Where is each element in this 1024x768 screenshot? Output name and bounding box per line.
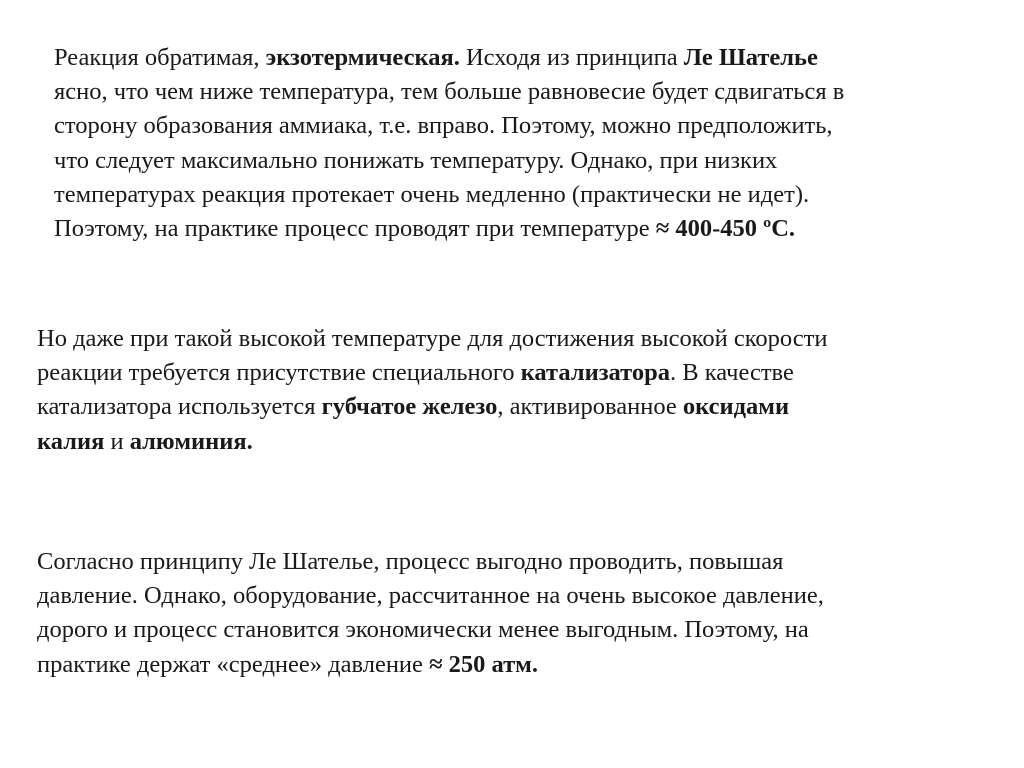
bold-term-potassium: калия bbox=[37, 427, 105, 455]
bold-term-catalyst: катализатора bbox=[520, 359, 671, 387]
paragraph-line: температурах реакция протекает очень медленно (практически не идет). bbox=[54, 180, 810, 208]
bold-term-le-chatelier: Ле Шателье bbox=[683, 44, 818, 71]
text-fragment: Реакция обратимая, bbox=[54, 44, 266, 71]
bold-term-oxides: оксидами bbox=[682, 393, 790, 421]
paragraph-line bbox=[37, 356, 997, 390]
text-fragment: . В качестве bbox=[670, 359, 794, 387]
text-fragment: катализатора используется bbox=[37, 393, 322, 421]
paragraph-catalyst bbox=[37, 322, 997, 459]
paragraph-line: Согласно принципу Ле Шателье, процесс выгодно проводить, повышая bbox=[37, 548, 784, 575]
text-fragment: и bbox=[104, 427, 130, 455]
paragraph-line bbox=[37, 390, 997, 424]
text-fragment: практике держат «среднее» давление bbox=[37, 650, 430, 678]
text-fragment: , активированное bbox=[497, 393, 683, 421]
paragraph-temperature bbox=[54, 41, 1014, 246]
paragraph-line bbox=[54, 41, 1014, 75]
paragraph-line: давление. Однако, оборудование, рассчитанное на очень высокое давление, bbox=[37, 582, 824, 610]
bold-term-exothermic: экзотермическая. bbox=[265, 44, 460, 71]
paragraph-line: ясно, что чем ниже температура, тем больше равновесие будет сдвигаться в bbox=[54, 78, 845, 106]
paragraph-line bbox=[54, 212, 1014, 246]
paragraph-line bbox=[37, 648, 997, 682]
bold-temperature-value: ≈ 400-450 ºС. bbox=[655, 215, 796, 243]
bold-term-sponge-iron: губчатое железо bbox=[321, 393, 498, 421]
text-fragment: Поэтому, на практике процесс проводят при температуре bbox=[54, 215, 656, 243]
text-fragment: реакции требуется присутствие специального bbox=[37, 359, 521, 387]
paragraph-line: сторону образования аммиака, т.е. вправо. Поэтому, можно предположить, bbox=[54, 112, 833, 140]
paragraph-line: Но даже при такой высокой температуре для достижения высокой скорости bbox=[37, 325, 828, 352]
paragraph-line: дорого и процесс становится экономически менее выгодным. Поэтому, на bbox=[37, 616, 809, 644]
paragraph-line bbox=[37, 425, 997, 459]
text-fragment: Исходя из принципа bbox=[459, 44, 684, 71]
paragraph-pressure bbox=[37, 545, 997, 682]
paragraph-line: что следует максимально понижать температуру. Однако, при низких bbox=[54, 146, 778, 174]
bold-term-aluminium: алюминия. bbox=[129, 427, 253, 455]
bold-pressure-value: ≈ 250 атм. bbox=[429, 650, 538, 678]
